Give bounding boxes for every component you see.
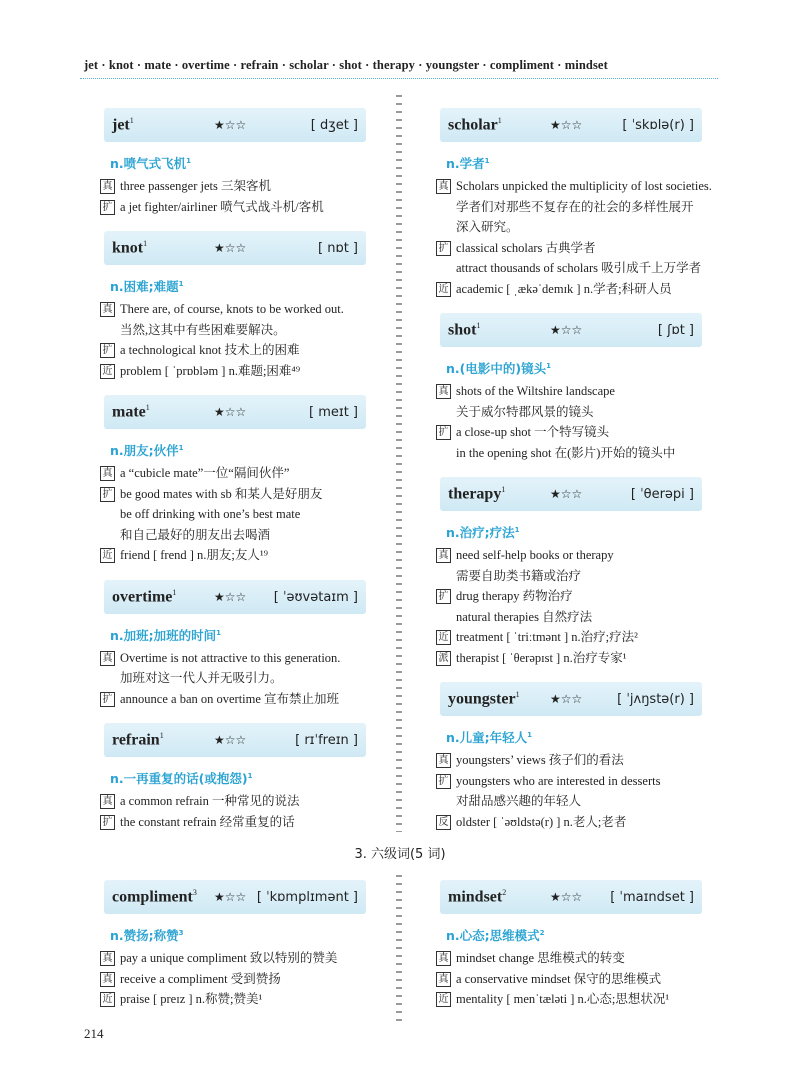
frequency-superscript: 1 <box>159 731 164 740</box>
headword <box>112 239 147 257</box>
example-tag: 扩 <box>100 692 115 707</box>
frequency-superscript: 1 <box>172 587 177 597</box>
definition-text: n.一再重复的话(或抱怨) <box>110 771 248 786</box>
frequency-superscript: 1 <box>501 485 506 494</box>
example-tag: 真 <box>436 972 451 987</box>
example-line: a close-up shot 一个特写镜头 <box>456 425 610 439</box>
example-line: 和自己最好的朋友出去喝酒 <box>120 527 271 542</box>
example-line: a “cubicle mate”一位“隔间伙伴” <box>120 466 290 480</box>
vocab-entry <box>100 395 400 566</box>
example-tag: 近 <box>436 992 451 1007</box>
example-row <box>100 948 400 969</box>
page-number: 214 <box>84 1026 104 1041</box>
definition-text: n.困难;难题 <box>110 279 179 294</box>
example-line: problem [ ˈprɒbləm ] n.难题;困难⁴⁹ <box>120 363 301 378</box>
difficulty-stars: ★☆☆ <box>214 890 247 904</box>
example-tag: 近 <box>100 364 115 379</box>
example-line: 需要自助类书籍或治疗 <box>456 568 582 583</box>
definition <box>446 359 736 377</box>
column-divider-bottom <box>396 872 402 1022</box>
phonetic: [ ˈmaɪndset ] <box>610 890 694 905</box>
example-tag: 扩 <box>436 425 451 440</box>
headword <box>112 588 176 606</box>
example-row <box>436 750 736 771</box>
definition <box>110 626 400 644</box>
frequency-superscript: 1 <box>515 690 520 699</box>
example-line: mindset change 思维模式的转变 <box>456 951 625 965</box>
example-row <box>436 989 736 1010</box>
phonetic: [ meɪt ] <box>309 405 358 420</box>
example-row <box>100 689 400 710</box>
phonetic: [ dʒet ] <box>310 118 358 133</box>
example-tag: 扩 <box>100 343 115 358</box>
example-line: 深入研究。 <box>456 220 519 234</box>
headword-bar <box>104 108 366 142</box>
example-line: Overtime is not attractive to this generation. <box>120 650 341 665</box>
example-row <box>436 969 736 990</box>
example-tag: 扩 <box>436 241 451 256</box>
definition <box>110 769 400 787</box>
example-tag: 扩 <box>436 589 451 604</box>
definition-text: n.治疗;疗法 <box>446 525 515 540</box>
example-row <box>100 648 400 689</box>
vocab-entry <box>436 477 736 668</box>
difficulty-stars: ★☆☆ <box>550 487 583 501</box>
example-row <box>100 484 400 546</box>
example-line: a conservative mindset 保守的思维模式 <box>456 971 662 986</box>
definition-superscript: 1 <box>484 156 490 165</box>
vocab-entry <box>100 231 400 381</box>
example-tag: 扩 <box>100 487 115 502</box>
vocab-entry <box>436 108 736 299</box>
example-line: a common refrain 一种常见的说法 <box>120 794 300 808</box>
example-line: be off drinking with one’s best mate <box>120 507 301 521</box>
example-line: the constant refrain 经常重复的话 <box>120 814 295 829</box>
example-row <box>436 422 736 463</box>
example-tag: 真 <box>436 548 451 563</box>
running-header: jet · knot · mate · overtime · refrain · scholar · shot · therapy · youngster · compliment · mindset <box>84 58 608 72</box>
example-line: therapist [ ˈθerəpɪst ] n.治疗专家¹ <box>456 650 627 665</box>
headword-bar <box>104 231 366 265</box>
phonetic: [ ʃɒt ] <box>657 323 694 338</box>
headword-text: mindset <box>448 888 503 906</box>
example-line: youngsters who are interested in desserts <box>456 773 661 788</box>
example-row <box>436 176 736 238</box>
example-tag: 近 <box>436 630 451 645</box>
example-tag: 真 <box>436 179 451 194</box>
phonetic: [ ˈskɒlə(r) ] <box>622 118 694 133</box>
header-rule <box>80 78 718 79</box>
difficulty-stars: ★☆☆ <box>214 589 247 604</box>
headword-text: youngster <box>448 690 516 708</box>
example-row <box>100 989 400 1010</box>
frequency-superscript: 1 <box>145 403 150 412</box>
difficulty-stars: ★☆☆ <box>214 733 247 747</box>
example-tag: 派 <box>436 651 451 666</box>
example-tag: 近 <box>100 992 115 1007</box>
definition-text: n.赞扬;称赞 <box>110 928 179 943</box>
headword <box>448 485 505 503</box>
phonetic: [ ˈəʊvətaɪm ] <box>273 589 358 605</box>
left-column <box>100 108 400 846</box>
example-row <box>436 381 736 422</box>
headword <box>448 690 520 708</box>
example-line: youngsters’ views 孩子们的看法 <box>456 753 624 767</box>
example-tag: 真 <box>100 302 115 317</box>
example-row <box>100 969 400 990</box>
headword-bar <box>440 108 702 142</box>
example-line: a technological knot 技术上的困难 <box>120 343 300 357</box>
headword-bar <box>440 880 702 914</box>
definition-superscript: 1 <box>178 279 184 288</box>
definition-text: n.朋友;伙伴 <box>110 443 179 458</box>
example-row <box>100 791 400 812</box>
example-tag: 真 <box>436 951 451 966</box>
headword-text: refrain <box>112 731 160 749</box>
frequency-superscript: 2 <box>502 888 507 897</box>
headword-text: overtime <box>112 587 173 605</box>
frequency-superscript: 1 <box>497 116 502 125</box>
example-line: treatment [ ˈtriːtmənt ] n.治疗;疗法² <box>456 630 638 644</box>
definition <box>110 277 400 295</box>
example-row <box>100 545 400 566</box>
example-line: oldster [ ˈəʊldstə(r) ] n.老人;老者 <box>456 814 627 829</box>
headword-bar <box>104 723 366 757</box>
difficulty-stars: ★☆☆ <box>214 241 247 255</box>
headword-text: knot <box>112 239 144 257</box>
example-tag: 真 <box>100 179 115 194</box>
difficulty-stars: ★☆☆ <box>214 405 247 419</box>
headword <box>448 321 480 339</box>
headword-bar <box>440 313 702 347</box>
frequency-superscript: 1 <box>129 116 134 125</box>
example-tag: 真 <box>100 466 115 481</box>
example-line: Scholars unpicked the multiplicity of lost societies. <box>456 179 712 193</box>
definition-text: n.儿童;年轻人 <box>446 730 528 745</box>
example-line: need self-help books or therapy <box>456 548 614 562</box>
example-line: There are, of course, knots to be worked out. <box>120 302 344 316</box>
vocab-entry <box>100 880 400 1010</box>
example-row <box>436 812 736 833</box>
headword <box>112 116 134 134</box>
phonetic: [ rɪˈfreɪn ] <box>295 733 358 748</box>
definition-superscript: 1 <box>216 628 222 637</box>
definition <box>110 441 400 459</box>
example-tag: 真 <box>100 651 115 666</box>
definition <box>446 728 736 746</box>
headword <box>112 731 164 749</box>
example-tag: 近 <box>436 282 451 297</box>
example-line: classical scholars 古典学者 <box>456 240 596 255</box>
example-line: a jet fighter/airliner 喷气式战斗机/客机 <box>120 199 324 214</box>
difficulty-stars: ★☆☆ <box>550 118 583 132</box>
example-row <box>436 545 736 586</box>
definition <box>446 154 736 172</box>
headword-bar <box>440 682 702 716</box>
example-row <box>100 176 400 197</box>
example-line: 当然,这其中有些困难要解决。 <box>120 322 286 337</box>
difficulty-stars: ★☆☆ <box>550 323 583 337</box>
example-row <box>436 948 736 969</box>
vocab-entry <box>436 313 736 463</box>
definition-superscript: 1 <box>546 361 551 370</box>
vocab-entry <box>436 880 736 1010</box>
example-row <box>436 627 736 648</box>
headword-text: mate <box>112 403 146 421</box>
definition <box>446 926 736 944</box>
example-tag: 扩 <box>100 200 115 215</box>
column-divider <box>396 92 402 832</box>
definition-text: n.喷气式飞机 <box>110 156 187 171</box>
vocab-entry <box>100 580 400 710</box>
definition-text: n.心态;思维模式 <box>446 928 540 943</box>
example-row <box>436 586 736 627</box>
example-line: friend [ frend ] n.朋友;友人¹⁹ <box>120 548 268 562</box>
headword-text: therapy <box>448 485 502 503</box>
headword-bar <box>104 580 366 614</box>
example-line: three passenger jets 三架客机 <box>120 179 272 193</box>
definition-superscript: 2 <box>539 928 545 937</box>
example-line: natural therapies 自然疗法 <box>456 609 593 624</box>
example-row <box>100 340 400 361</box>
definition-superscript: 1 <box>178 443 184 452</box>
headword-text: jet <box>112 116 130 134</box>
vocab-entry <box>436 682 736 832</box>
example-tag: 真 <box>100 951 115 966</box>
example-line: praise [ preɪz ] n.称赞;赞美¹ <box>120 992 263 1006</box>
example-line: announce a ban on overtime 宣布禁止加班 <box>120 691 340 706</box>
right-column <box>436 108 736 846</box>
example-line: shots of the Wiltshire landscape <box>456 384 615 398</box>
example-line: drug therapy 药物治疗 <box>456 589 573 603</box>
example-line: attract thousands of scholars 吸引成千上万学者 <box>456 261 702 275</box>
headword-bar <box>440 477 702 511</box>
example-line: 加班对这一代人并无吸引力。 <box>120 671 283 685</box>
example-line: academic [ ˌækəˈdemɪk ] n.学者;科研人员 <box>456 281 672 296</box>
definition-superscript: 1 <box>247 771 253 780</box>
example-tag: 真 <box>100 794 115 809</box>
phonetic: [ nɒt ] <box>318 241 358 256</box>
phonetic: [ ˈθerəpi ] <box>630 487 694 502</box>
definition-text: n.学者 <box>446 156 485 171</box>
example-line: 关于威尔特郡风景的镜头 <box>456 404 594 419</box>
section-title: 3. 六级词(5 词) <box>354 847 446 862</box>
example-row <box>100 463 400 484</box>
definition-text: n.加班;加班的时间 <box>110 627 217 643</box>
example-row <box>100 197 400 218</box>
example-line: in the opening shot 在(影片)开始的镜头中 <box>456 445 676 460</box>
example-row <box>100 361 400 382</box>
frequency-superscript: 1 <box>476 321 481 330</box>
difficulty-stars: ★☆☆ <box>550 890 583 904</box>
difficulty-stars: ★☆☆ <box>214 118 247 132</box>
example-line: mentality [ menˈtæləti ] n.心态;思想状况¹ <box>456 992 670 1006</box>
phonetic: [ ˈkɒmplɪmənt ] <box>256 890 358 905</box>
example-line: pay a unique compliment 致以特别的赞美 <box>120 951 338 965</box>
headword-text: compliment <box>112 888 193 906</box>
example-tag: 真 <box>436 384 451 399</box>
vocab-entry <box>100 723 400 832</box>
bottom-right-column <box>436 880 736 1024</box>
example-row <box>436 648 736 669</box>
vocab-entry <box>100 108 400 217</box>
definition <box>110 926 400 944</box>
example-tag: 扩 <box>100 815 115 830</box>
headword-text: scholar <box>448 116 498 134</box>
difficulty-stars: ★☆☆ <box>550 692 583 706</box>
example-line: 学者们对那些不复存在的社会的多样性展开 <box>456 199 694 214</box>
headword <box>112 888 197 906</box>
headword-text: shot <box>448 321 477 339</box>
example-row <box>436 771 736 812</box>
example-row <box>100 812 400 833</box>
example-tag: 真 <box>436 753 451 768</box>
headword <box>112 403 150 421</box>
phonetic: [ ˈjʌŋstə(r) ] <box>617 692 694 707</box>
example-tag: 扩 <box>436 774 451 789</box>
definition-superscript: 1 <box>514 525 520 534</box>
frequency-superscript: 1 <box>143 239 148 248</box>
definition <box>110 154 400 172</box>
frequency-superscript: 3 <box>192 888 197 897</box>
headword <box>448 888 506 906</box>
headword <box>448 116 502 134</box>
definition <box>446 523 736 541</box>
example-line: 对甜品感兴趣的年轻人 <box>456 794 582 808</box>
definition-text: n.(电影中的)镜头 <box>446 361 547 376</box>
example-tag: 反 <box>436 815 451 830</box>
example-line: receive a compliment 受到赞扬 <box>120 971 281 986</box>
definition-superscript: 1 <box>527 730 533 739</box>
definition-superscript: 3 <box>178 928 184 937</box>
headword-bar <box>104 395 366 429</box>
example-tag: 近 <box>100 548 115 563</box>
headword-bar <box>104 880 366 914</box>
example-row <box>436 279 736 300</box>
definition-superscript: 1 <box>186 156 192 165</box>
bottom-left-column <box>100 880 400 1024</box>
example-line: be good mates with sb 和某人是好朋友 <box>120 486 323 501</box>
example-row <box>436 238 736 279</box>
example-tag: 真 <box>100 972 115 987</box>
example-row <box>100 299 400 340</box>
